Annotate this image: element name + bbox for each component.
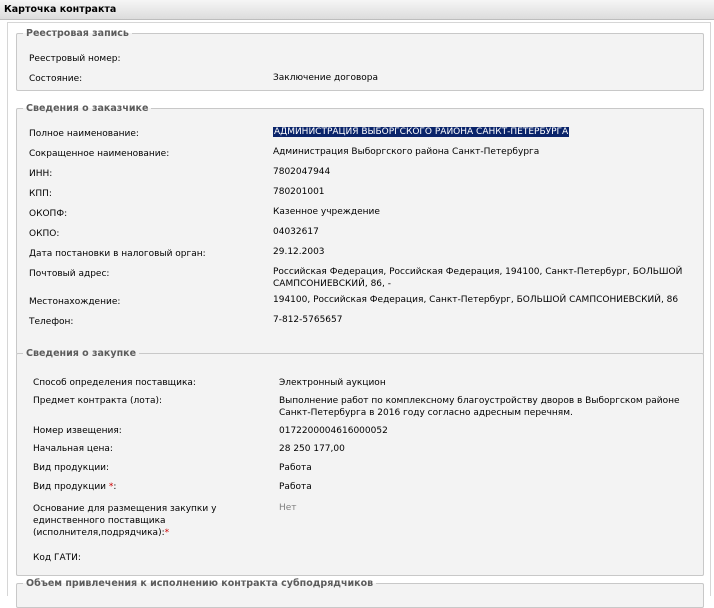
- registry-number-label: Реестровый номер:: [29, 54, 121, 64]
- state-label: Состояние:: [29, 74, 83, 84]
- contract-subject-label: Предмет контракта (лота):: [33, 396, 163, 406]
- postal-address-label: Почтовый адрес:: [29, 269, 110, 279]
- full-name-value[interactable]: [273, 126, 569, 138]
- product-type-required-text: Вид продукции: [33, 482, 107, 492]
- supplier-method-value: Электронный аукцион: [279, 378, 386, 388]
- contract-card: [7, 22, 711, 596]
- sole-supplier-basis-value: Нет: [279, 503, 297, 513]
- tax-registration-date-label: Дата постановки в налоговый орган:: [29, 249, 206, 259]
- postal-address-value: Российская Федерация, Российская Федерация, 194100, Санкт-Петербург, БОЛЬШОЙ САМПСОНИЕВСКИЙ, 86, -: [273, 267, 683, 289]
- full-name-selected-text[interactable]: АДМИНИСТРАЦИЯ ВЫБОРГСКОГО РАЙОНА САНКТ-ПЕТЕРБУРГА: [274, 127, 569, 137]
- phone-label: Телефон:: [29, 317, 74, 327]
- short-name-value: Администрация Выборгского района Санкт-Петербурга: [273, 147, 540, 157]
- okopf-value: Казенное учреждение: [273, 207, 380, 217]
- tax-registration-date-value: 29.12.2003: [273, 247, 325, 257]
- window-title-bar: [0, 0, 714, 20]
- initial-price-value: 28 250 177,00: [279, 444, 345, 454]
- notice-number-label: Номер извещения:: [33, 426, 122, 436]
- state-value: Заключение договора: [273, 73, 379, 83]
- customer-section: [16, 103, 704, 355]
- registry-legend: Реестровая запись: [26, 28, 129, 39]
- full-name-label: Полное наименование:: [29, 129, 139, 139]
- short-name-label: Сокращенное наименование:: [29, 149, 170, 159]
- phone-value: 7-812-5765657: [273, 315, 343, 325]
- kpp-value: 780201001: [273, 187, 325, 197]
- product-type-value: Работа: [279, 463, 312, 473]
- product-type-label: Вид продукции:: [33, 463, 110, 473]
- okpo-value: 04032617: [273, 227, 319, 237]
- inn-label: ИНН:: [29, 169, 53, 179]
- contract-subject-value: Выполнение работ по комплексному благоустройству дворов в Выборгском районе Санкт-Петербурга в 2016 году согласно адресным перечням.: [279, 396, 680, 418]
- inn-value: 7802047944: [273, 167, 331, 177]
- kpp-label: КПП:: [29, 189, 52, 199]
- okpo-label: ОКПО:: [29, 229, 60, 239]
- subcontractors-legend: Объем привлечения к исполнению контракта субподрядчиков: [26, 578, 374, 589]
- sole-supplier-basis-text: Основание для размещения закупки у единственного поставщика (исполнителя,подрядчика):: [33, 504, 217, 538]
- window-title: Карточка контракта: [4, 4, 117, 15]
- supplier-method-label: Способ определения поставщика:: [33, 378, 196, 388]
- product-type-required-label: [33, 481, 116, 493]
- customer-legend: Сведения о заказчике: [26, 103, 149, 114]
- okopf-label: ОКОПФ:: [29, 209, 68, 219]
- required-marker: *: [164, 528, 170, 538]
- sole-supplier-basis-label: [33, 503, 253, 539]
- purchase-legend: Сведения о закупке: [26, 348, 137, 359]
- notice-number-value: 0172200004616000052: [279, 426, 388, 436]
- product-type-required-value: Работа: [279, 482, 312, 492]
- location-value: 194100, Российская Федерация, Санкт-Петербург, БОЛЬШОЙ САМПСОНИЕВСКИЙ, 86: [273, 295, 679, 305]
- purchase-section: [16, 348, 704, 576]
- initial-price-label: Начальная цена:: [33, 444, 113, 454]
- location-label: Местонахождение:: [29, 297, 121, 307]
- gati-code-label: Код ГАТИ:: [33, 553, 81, 563]
- registry-section: [16, 28, 704, 91]
- label-colon: :: [113, 482, 117, 492]
- subcontractors-section: [16, 578, 704, 608]
- required-marker: *: [108, 482, 114, 492]
